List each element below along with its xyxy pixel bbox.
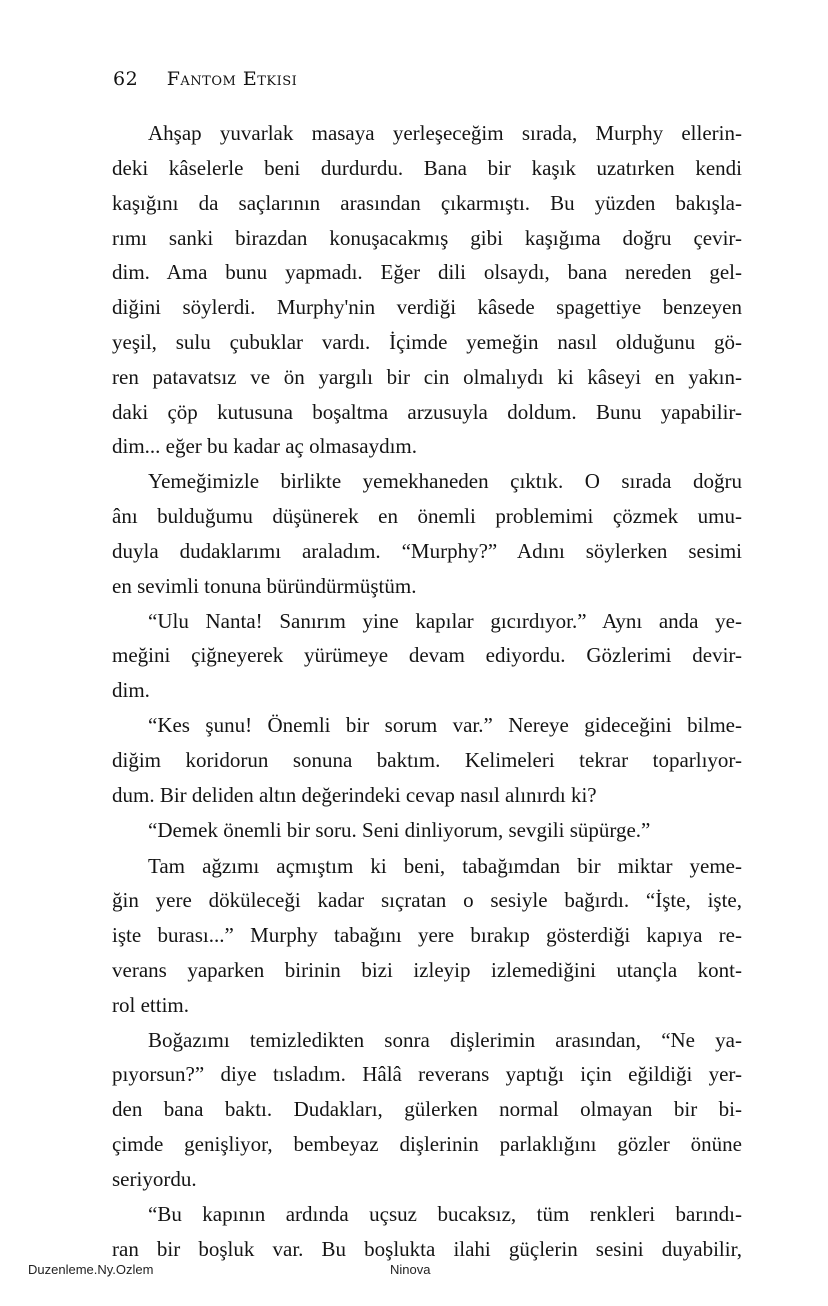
text-line: diğini söylerdi. Murphy'nin verdiği kâsede spagettiye benzeyen [112, 295, 742, 319]
text-line: ren patavatsız ve ön yargılı bir cin olmalıydı ki kâseyi en yakın- [112, 365, 742, 389]
text-line: pıyorsun?” diye tısladım. Hâlâ reverans yaptığı için eğildiği yer- [112, 1062, 742, 1086]
text-line: “Demek önemli bir soru. Seni dinliyorum, sevgili süpürge.” [148, 818, 651, 842]
text-line: Tam ağzımı açmıştım ki beni, tabağımdan bir miktar yeme- [148, 854, 742, 878]
text-line: seriyordu. [112, 1167, 197, 1191]
text-line: ran bir boşluk var. Bu boşlukta ilahi güçlerin sesini duyabilir, [112, 1237, 742, 1261]
text-line: deki kâselerle beni durdurdu. Bana bir kaşık uzatırken kendi [112, 156, 742, 180]
text-line: den bana baktı. Dudakları, gülerken normal olmayan bir bi- [112, 1097, 742, 1121]
text-line: meğini çiğneyerek yürümeye devam ediyordu. Gözlerimi devir- [112, 643, 742, 667]
running-header [113, 68, 297, 98]
text-line: verans yaparken birinin bizi izleyip izlemediğini utançla kont- [112, 958, 742, 982]
text-line: duyla dudaklarımı araladım. “Murphy?” Adını söylerken sesimi [112, 539, 742, 563]
text-line: “Bu kapının ardında uçsuz bucaksız, tüm renkleri barındı- [148, 1202, 742, 1226]
footer-publisher: Ninova [390, 1262, 431, 1277]
text-line: ğin yere döküleceği kadar sıçratan o sesiyle bağırdı. “İşte, işte, [112, 888, 742, 912]
text-line: en sevimli tonuna büründürmüştüm. [112, 574, 417, 598]
footer-credit: Duzenleme.Ny.Ozlem [28, 1262, 154, 1277]
text-line: işte burası...” Murphy tabağını yere bırakıp gösterdiği kapıya re- [112, 923, 742, 947]
text-line: diğim koridorun sonuna baktım. Kelimeleri tekrar toparlıyor- [112, 748, 742, 772]
text-line: dum. Bir deliden altın değerindeki cevap nasıl alınırdı ki? [112, 783, 597, 807]
book-title: Fantom Etkisi [166, 68, 298, 90]
text-line: kaşığını da saçlarının arasından çıkarmıştı. Bu yüzden bakışla- [112, 191, 742, 215]
text-line: Ahşap yuvarlak masaya yerleşeceğim sırada, Murphy ellerin- [148, 121, 742, 145]
text-line: “Ulu Nanta! Sanırım yine kapılar gıcırdıyor.” Aynı anda ye- [148, 609, 742, 633]
text-line: yeşil, sulu çubuklar vardı. İçimde yemeğin nasıl olduğunu gö- [112, 330, 742, 354]
text-line: Boğazımı temizledikten sonra dişlerimin arasından, “Ne ya- [148, 1028, 742, 1052]
text-line: ânı bulduğumu düşünerek en önemli problemimi çözmek umu- [112, 504, 742, 528]
text-line: “Kes şunu! Önemli bir sorum var.” Nereye gideceğini bilme- [148, 713, 742, 737]
text-line: daki çöp kutusuna boşaltma arzusuyla doldum. Bunu yapabilir- [112, 400, 742, 424]
text-line: Yemeğimizle birlikte yemekhaneden çıktık. O sırada doğru [148, 469, 742, 493]
text-line: dim. Ama bunu yapmadı. Eğer dili olsaydı, bana nereden gel- [112, 260, 742, 284]
text-line: rol ettim. [112, 993, 189, 1017]
text-line: çimde genişliyor, bembeyaz dişlerinin parlaklığını gözler önüne [112, 1132, 742, 1156]
text-line: dim... eğer bu kadar aç olmasaydım. [112, 434, 417, 458]
page-number: 62 [113, 68, 139, 90]
text-line: rımı sanki birazdan konuşacakmış gibi kaşığıma doğru çevir- [112, 226, 742, 250]
text-line: dim. [112, 678, 150, 702]
